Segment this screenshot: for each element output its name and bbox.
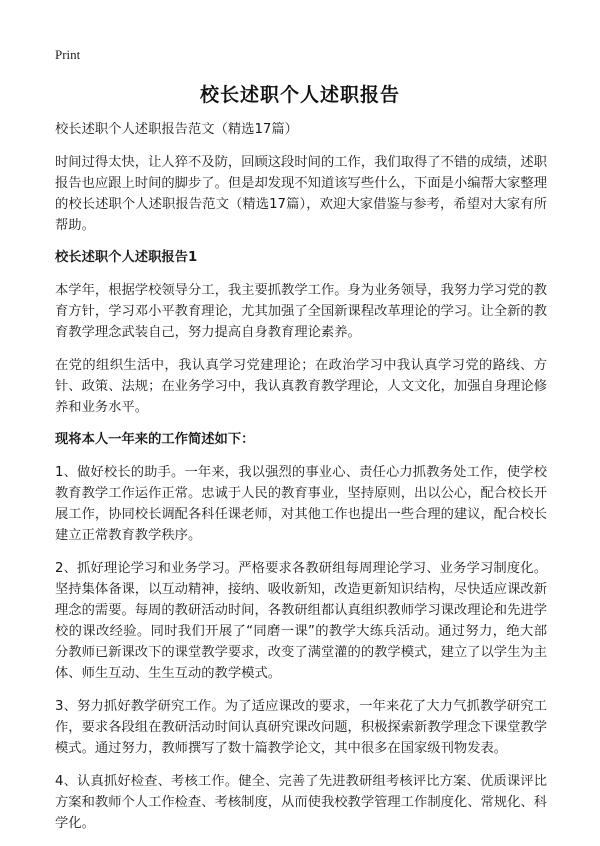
list-item: 4、认真抓好检查、考核工作。健全、完善了先进教研组考核评比方案、优质课评比方案和教师个人工作检查、考核制度，从而使我校教学管理工作制度化、常规化、科学化。 <box>55 774 547 831</box>
work-summary-heading: 现将本人一年来的工作简述如下： <box>55 432 255 447</box>
paragraph: 本学年，根据学校领导分工，我主要抓教学工作。身为业务领导，我努力学习党的教育方针，学习邓小平教育理论，尤其加强了全国新课程改革理论的学习。让全新的教育教学理念武装自己，努力提高自身教育理论素养。 <box>55 283 547 340</box>
document-body <box>55 120 547 846</box>
paragraph: 在党的组织生活中，我认真学习党建理论；在政治学习中我认真学习党的路线、方针、政策、法规；在业务学习中，我认真教育教学理论，人文文化，加强自身理论修养和业务水平。 <box>55 358 547 415</box>
list-item: 1、做好校长的助手。一年来，我以强烈的事业心、责任心力抓教务处工作，使学校教育教学工作运作正常。忠诚于人民的教育事业，坚持原则，出以公心，配合校长开展工作，协同校长调配各科任课老师，对其他工作也提出一些合理的建议，配合校长建立正常教育教学秩序。 <box>55 465 547 543</box>
print-label: Print <box>55 47 81 62</box>
document-title: 校长述职个人述职报告 <box>199 84 400 106</box>
section-heading: 校长述职个人述职报告1 <box>55 250 198 265</box>
document-subtitle: 校长述职个人述职报告范文（精选17篇） <box>55 122 298 137</box>
list-item: 3、努力抓好教学研究工作。为了适应课改的要求，一年来花了大力气抓教学研究工作，要求各段组在教研活动时间认真研究课改问题，积极探索新教学理念下课堂教学模式。通过努力，教师撰写了数十篇教学论文，其中很多在国家级刊物发表。 <box>55 699 547 756</box>
intro-paragraph: 时间过得太快，让人猝不及防，回顾这段时间的工作，我们取得了不错的成绩，述职报告也应跟上时间的脚步了。但是却发现不知道该写些什么，下面是小编帮大家整理的校长述职个人述职报告范文（精选17篇），欢迎大家借鉴与参考，希望对大家有所帮助。 <box>55 155 547 233</box>
list-item: 2、抓好理论学习和业务学习。严格要求各教研组每周理论学习、业务学习制度化。坚持集体备课，以互动精神，接纳、吸收新知，改造更新知识结构，尽快适应课改新理念的需要。每周的教研活动时间，各教研组都认真组织教师学习课改理论和先进学校的课改经验。同时我们开展了“同磨一课”的教学大练兵活动。通过努力，绝大部分教师已新课改下的课堂教学要求，改变了满堂灌的的教学模式，建立了以学生为主体、师生互动、生生互动的教学模式。 <box>55 561 547 681</box>
